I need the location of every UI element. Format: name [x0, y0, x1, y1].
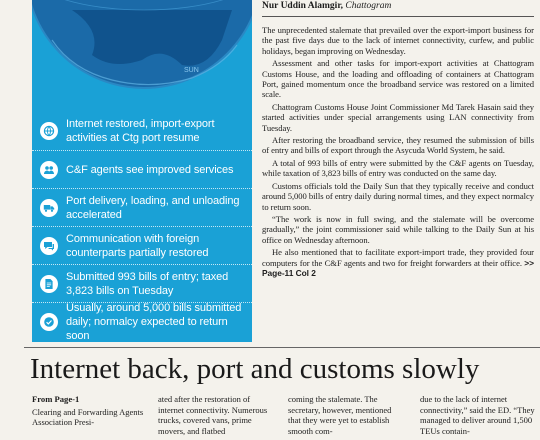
fact-text: Port delivery, loading, and unloading accelerated [66, 194, 240, 221]
byline-place: Chattogram [345, 1, 392, 11]
fact-list [32, 112, 252, 340]
article-paragraph: The unprecedented stalemate that prevailed over the export-import business for the past five days due to the lack of internet connectivity, curfew, and public holidays, began improving on Wednesday. [262, 25, 534, 56]
byline-divider [262, 16, 534, 17]
fact-text: Internet restored, import-export activities at Ctg port resume [66, 118, 215, 144]
column-text: ated after the restoration of internet connectivity. Numerous trucks, covered vans, prime movers, and flatbed [158, 394, 268, 436]
fact-text: Submitted 993 bills of entry; taxed 3,823 bills on Tuesday [66, 270, 229, 297]
document-icon [40, 275, 58, 293]
globe-illustration [32, 0, 252, 112]
article-paragraph: Chattogram Customs House Joint Commissioner Md Tarek Hasain said they started activities under special arrangements using LAN connectivity from Tuesday. [262, 101, 534, 133]
article-paragraph: Customs officials told the Daily Sun that they typically receive and conduct around 5,000 bills of entry daily during normal times, and they expect normalcy to return soon. [262, 180, 534, 212]
column-text: due to the lack of internet connectivity,” said the ED. “They managed to deliver around 1,500 TEUs contain- [420, 394, 535, 436]
continuation-column [288, 394, 406, 436]
byline [262, 0, 534, 14]
last-paragraph-text: He also mentioned that to facilitate export-import trade, they provided four computers for the C&F agents and two for freight forwarders at their office. [262, 247, 534, 268]
article-paragraph: After restoring the broadband service, they resumed the submission of bills of entry and bills of export through the Asycuda World System, he said. [262, 135, 534, 156]
continuation-column [420, 394, 538, 436]
article-paragraph: Assessment and other tasks for import-export activities at Chattogram Customs House, and the loading and offloading of containers at Chattogram Port, gained momentum once the broadband service was restored on a limited scale. [262, 58, 534, 100]
infographic-panel [32, 0, 252, 342]
section-divider [24, 347, 540, 348]
fact-text: C&F agents see improved services [66, 163, 234, 176]
people-icon [40, 161, 58, 179]
check-icon [40, 313, 58, 331]
globe-icon [40, 122, 58, 140]
column-text: Clearing and Forwarding Agents Association Presi- [32, 406, 144, 427]
continuation-column [158, 394, 276, 436]
chat-icon [40, 237, 58, 255]
fact-text: Communication with foreign counterparts partially restored [66, 232, 209, 259]
fact-item [32, 188, 252, 226]
article-paragraph [262, 247, 534, 278]
article-paragraph: “The work is now in full swing, and the stalemate will be overcome gradually,” the joint commissioner said while talking to the Daily Sun at his office on Wednesday afternoon. [262, 213, 534, 245]
article-column [262, 0, 534, 280]
fact-item [32, 264, 252, 302]
byline-name: Nur Uddin Alamgir, [262, 1, 344, 11]
globe-label: SUN [184, 67, 199, 74]
column-text: coming the stalemate. The secretary, however, mentioned that they were yet to establish smooth com- [288, 394, 392, 436]
from-page-label: From Page-1 [32, 394, 80, 404]
fact-item [32, 226, 252, 264]
article-paragraph: A total of 993 bills of entry were submitted by the C&F agents on Tuesday, while taxation of 3,823 bills of entry was conducted on the same day. [262, 157, 534, 179]
fact-text: Usually, around 5,000 bills submitted daily; normalcy expected to return soon [66, 301, 242, 342]
fact-item [32, 302, 252, 340]
jump-link[interactable]: >> Page-11 Col 2 [262, 257, 534, 278]
fact-item [32, 112, 252, 150]
continuation-headline: Internet back, port and customs slowly [30, 353, 480, 385]
fact-item [32, 150, 252, 188]
continuation-column [32, 394, 144, 428]
truck-icon [40, 199, 58, 217]
continuation-columns [32, 394, 540, 440]
